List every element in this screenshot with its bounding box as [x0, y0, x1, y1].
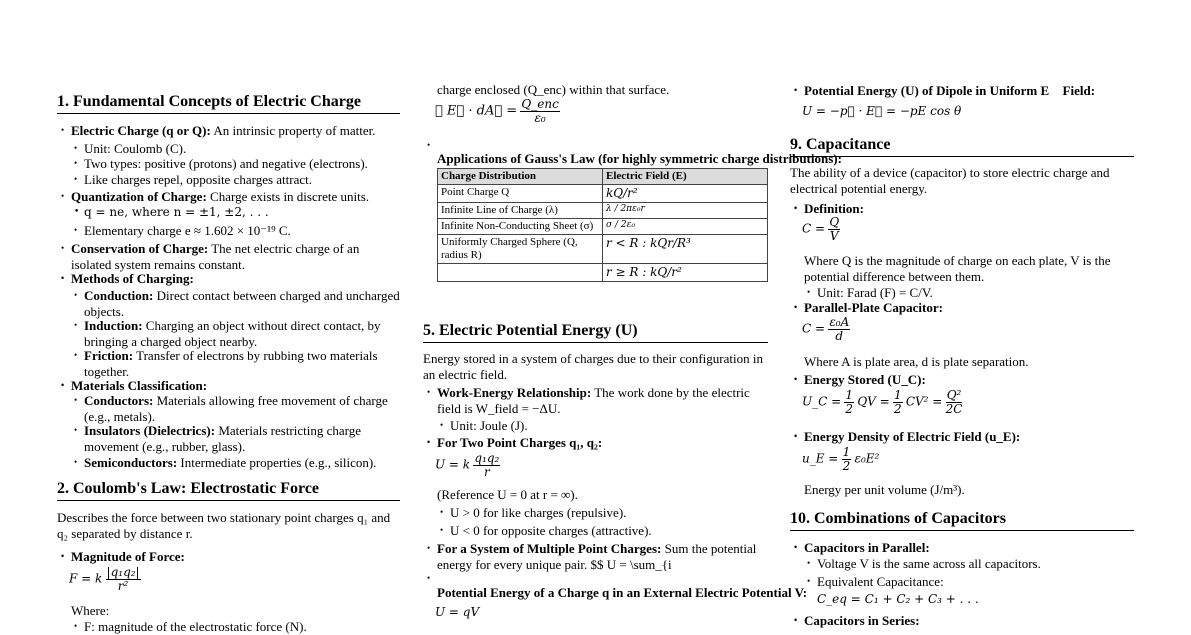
c-numerator: Q [829, 215, 840, 229]
list-item: • Energy Density of Electric Field (u_E): [804, 429, 1020, 445]
list-item [437, 385, 767, 416]
q2-numerator: Q² [946, 388, 962, 402]
list-item [84, 348, 394, 379]
u-numerator: q₁q₂ [474, 451, 500, 465]
density-lhs: u_E = [802, 451, 839, 466]
system-label: For a System of Multiple Point Charges: [437, 541, 662, 556]
table-row [438, 264, 768, 281]
list-item: • Unit: Coulomb (C). [84, 141, 186, 157]
energy-density-unit: Energy per unit volume (J/m³). [804, 482, 965, 497]
insulators-text: Materials restricting charge movement (e.g., rubber, glass). [84, 423, 362, 454]
parallel-plate-equation [802, 316, 850, 343]
density-rhs: ε₀E² [854, 451, 880, 466]
conduction-label: Conduction: [84, 288, 154, 303]
gauss-lhs: ∮ E⃗ · dA⃗ = [435, 103, 518, 119]
energy-term-1: QV = [857, 394, 890, 409]
gauss-numerator: Q_enc [521, 97, 559, 111]
energy-term-2: CV² = [905, 394, 943, 409]
table-row [438, 218, 768, 234]
list-item: • Parallel-Plate Capacitor: [804, 300, 943, 316]
gauss-fraction [520, 98, 559, 125]
table-cell: r ≥ R : kQ/r² [603, 264, 768, 281]
insulators-label: Insulators (Dielectrics): [84, 423, 216, 438]
2c-denominator: 2C [945, 402, 963, 417]
system-text: Sum the potential energy for every unique pair. $$ U = \sum_{i [437, 541, 757, 572]
half-numerator: 1 [845, 388, 854, 402]
conservation-text: The net electric charge of an isolated system remains constant. [71, 241, 360, 272]
energy-lhs: U_C = [802, 394, 842, 409]
capacitance-where: Where Q is the magnitude of charge on each plate, V is the potential difference between them. [804, 253, 1111, 284]
table-cell: λ / 2πε₀r [603, 202, 768, 218]
table-header: Electric Field (E) [603, 169, 768, 185]
induction-label: Induction: [84, 318, 143, 333]
table-cell: Uniformly Charged Sphere (Q, radius R) [438, 234, 603, 263]
half-fraction [893, 389, 903, 416]
table-cell: Infinite Line of Charge (λ) [438, 202, 603, 218]
list-item: • Elementary charge e ≈ 1.602 × 10⁻¹⁹ C. [84, 223, 291, 239]
capacitance-description: The ability of a device (capacitor) to store electric charge and electrical potential energy. [790, 165, 1110, 196]
equivalent-capacitance-equation: C_eq = C₁ + C₂ + C₃ + . . . [817, 592, 979, 606]
list-item: • Voltage V is the same across all capacitors. [817, 556, 1041, 572]
half-numerator: 1 [893, 388, 902, 402]
list-item: • For Two Point Charges q₁, q₂: [437, 435, 602, 451]
u-fraction [473, 452, 500, 479]
half-denominator: 2 [893, 402, 902, 417]
where-label: Where: [71, 603, 110, 618]
section-title-combinations: 10. Combinations of Capacitors [790, 509, 1134, 531]
list-item: • Methods of Charging: [71, 271, 194, 287]
half-denominator: 2 [845, 402, 854, 417]
list-item [84, 318, 394, 349]
quantization-text: Charge exists in discrete units. [210, 189, 370, 204]
gauss-law-equation [435, 98, 560, 125]
table-row [438, 202, 768, 218]
column-3 [790, 0, 1134, 626]
section-title-coulombs-law: 2. Coulomb's Law: Electrostatic Force [57, 479, 400, 501]
conductors-text: Materials allowing free movement of charge (e.g., metals). [84, 393, 388, 424]
list-item: • Magnitude of Force: [71, 549, 185, 565]
friction-text: Transfer of electrons by rubbing two materials together. [84, 348, 378, 379]
gauss-applications-table [437, 168, 768, 282]
u-lhs: U = k [435, 457, 471, 472]
u-denominator: r [483, 465, 490, 480]
work-energy-label: Work-Energy Relationship: [437, 385, 592, 400]
list-item: • q = ne, where n = ±1, ±2, . . . [84, 205, 269, 219]
list-item [84, 393, 400, 424]
list-item [84, 423, 384, 454]
half-fraction [842, 446, 852, 473]
potential-energy-description: Energy stored in a system of charges due to their configuration in an electric field. [423, 351, 763, 382]
table-header-row [438, 169, 768, 185]
list-item [71, 189, 369, 205]
pp-fraction [828, 316, 850, 343]
semiconductors-text: Intermediate properties (e.g., silicon). [180, 455, 377, 470]
pp-numerator: ε₀A [829, 315, 850, 329]
list-item: • Materials Classification: [71, 378, 207, 394]
quantization-label: Quantization of Charge: [71, 189, 207, 204]
table-cell: r < R : kQr/R³ [603, 234, 768, 263]
charge-enclosed-text: charge enclosed (Q_enc) within that surface. [437, 82, 670, 97]
half-denominator: 2 [842, 459, 851, 474]
table-row [438, 234, 768, 263]
capacitance-equation [802, 216, 840, 243]
section-title-capacitance: 9. Capacitance [790, 135, 1134, 157]
table-row [438, 185, 768, 202]
table-cell [438, 264, 603, 281]
dipole-equation: U = −p⃗ · E⃗ = −pE cos θ [802, 104, 962, 118]
coulomb-description: Describes the force between two stationary point charges q₁ and q₂ separated by distance r. [57, 510, 391, 541]
semiconductors-label: Semiconductors: [84, 455, 178, 470]
list-item [71, 123, 375, 139]
electric-charge-label: Electric Charge (q or Q): [71, 123, 211, 138]
list-item [437, 541, 767, 572]
gauss-applications-label: Applications of Gauss's Law (for highly symmetric charge distributions): [437, 151, 842, 166]
table-header: Charge Distribution [438, 169, 603, 185]
table-cell: σ / 2ε₀ [603, 218, 768, 234]
induction-text: Charging an object without direct contact, by bringing a charged object nearby. [84, 318, 381, 349]
table-cell: Point Charge Q [438, 185, 603, 202]
force-numerator: |q₁q₂| [106, 565, 140, 579]
q2-over-2c-fraction [946, 389, 963, 416]
work-energy-text: The work done by the electric field is W_field = −ΔU. [437, 385, 750, 416]
conservation-label: Conservation of Charge: [71, 241, 209, 256]
section-title-potential-energy: 5. Electric Potential Energy (U) [423, 321, 768, 343]
list-item: • Energy Stored (U_C): [804, 372, 926, 388]
half-numerator: 1 [842, 445, 851, 459]
list-item [84, 455, 376, 471]
reference-text: (Reference U = 0 at r = ∞). [437, 487, 578, 502]
list-item: • Definition: [804, 201, 864, 217]
list-item: • U < 0 for opposite charges (attractive). [450, 523, 652, 539]
list-item [84, 288, 402, 319]
list-item: • Two types: positive (protons) and negative (electrons). [84, 156, 368, 172]
gauss-denominator: ε₀ [534, 111, 546, 126]
c-denominator: V [829, 229, 839, 244]
energy-density-equation [802, 446, 879, 473]
list-item: • Equivalent Capacitance: [817, 574, 944, 590]
table-cell: kQ/r² [603, 185, 768, 202]
half-fraction [844, 389, 854, 416]
energy-stored-equation [802, 389, 962, 416]
u-qv-equation: U = qV [435, 605, 480, 619]
coulomb-equation [69, 566, 141, 593]
section-title-fundamental-concepts: 1. Fundamental Concepts of Electric Charge [57, 92, 400, 114]
friction-label: Friction: [84, 348, 134, 363]
conductors-label: Conductors: [84, 393, 154, 408]
list-item: • Like charges repel, opposite charges attract. [84, 172, 312, 188]
potential-energy-equation [435, 452, 500, 479]
force-lhs: F = k [69, 571, 103, 586]
column-1 [57, 0, 400, 634]
c-fraction [828, 216, 840, 243]
list-item: • Capacitors in Parallel: [804, 540, 930, 556]
electric-charge-text: An intrinsic property of matter. [213, 123, 376, 138]
list-item: • Capacitors in Series: [804, 613, 920, 629]
list-item: • Potential Energy (U) of Dipole in Uniform E⃗ Field: [804, 83, 1095, 99]
force-fraction [106, 566, 141, 593]
pp-lhs: C = [802, 321, 826, 336]
c-lhs: C = [802, 221, 826, 236]
list-item: • Unit: Joule (J). [450, 418, 528, 434]
conduction-text: Direct contact between charged and uncharged objects. [84, 288, 400, 319]
force-denominator: r² [117, 579, 129, 594]
external-potential-label: Potential Energy of a Charge q in an External Electric Potential V: [437, 585, 808, 600]
list-item [71, 241, 391, 272]
pp-denominator: d [835, 329, 844, 344]
list-item: • F: magnitude of the electrostatic force (N). [84, 619, 307, 635]
list-item: • Unit: Farad (F) = C/V. [817, 285, 933, 301]
table-cell: Infinite Non-Conducting Sheet (σ) [438, 218, 603, 234]
parallel-plate-where: Where A is plate area, d is plate separation. [804, 354, 1029, 369]
list-item: • U > 0 for like charges (repulsive). [450, 505, 626, 521]
